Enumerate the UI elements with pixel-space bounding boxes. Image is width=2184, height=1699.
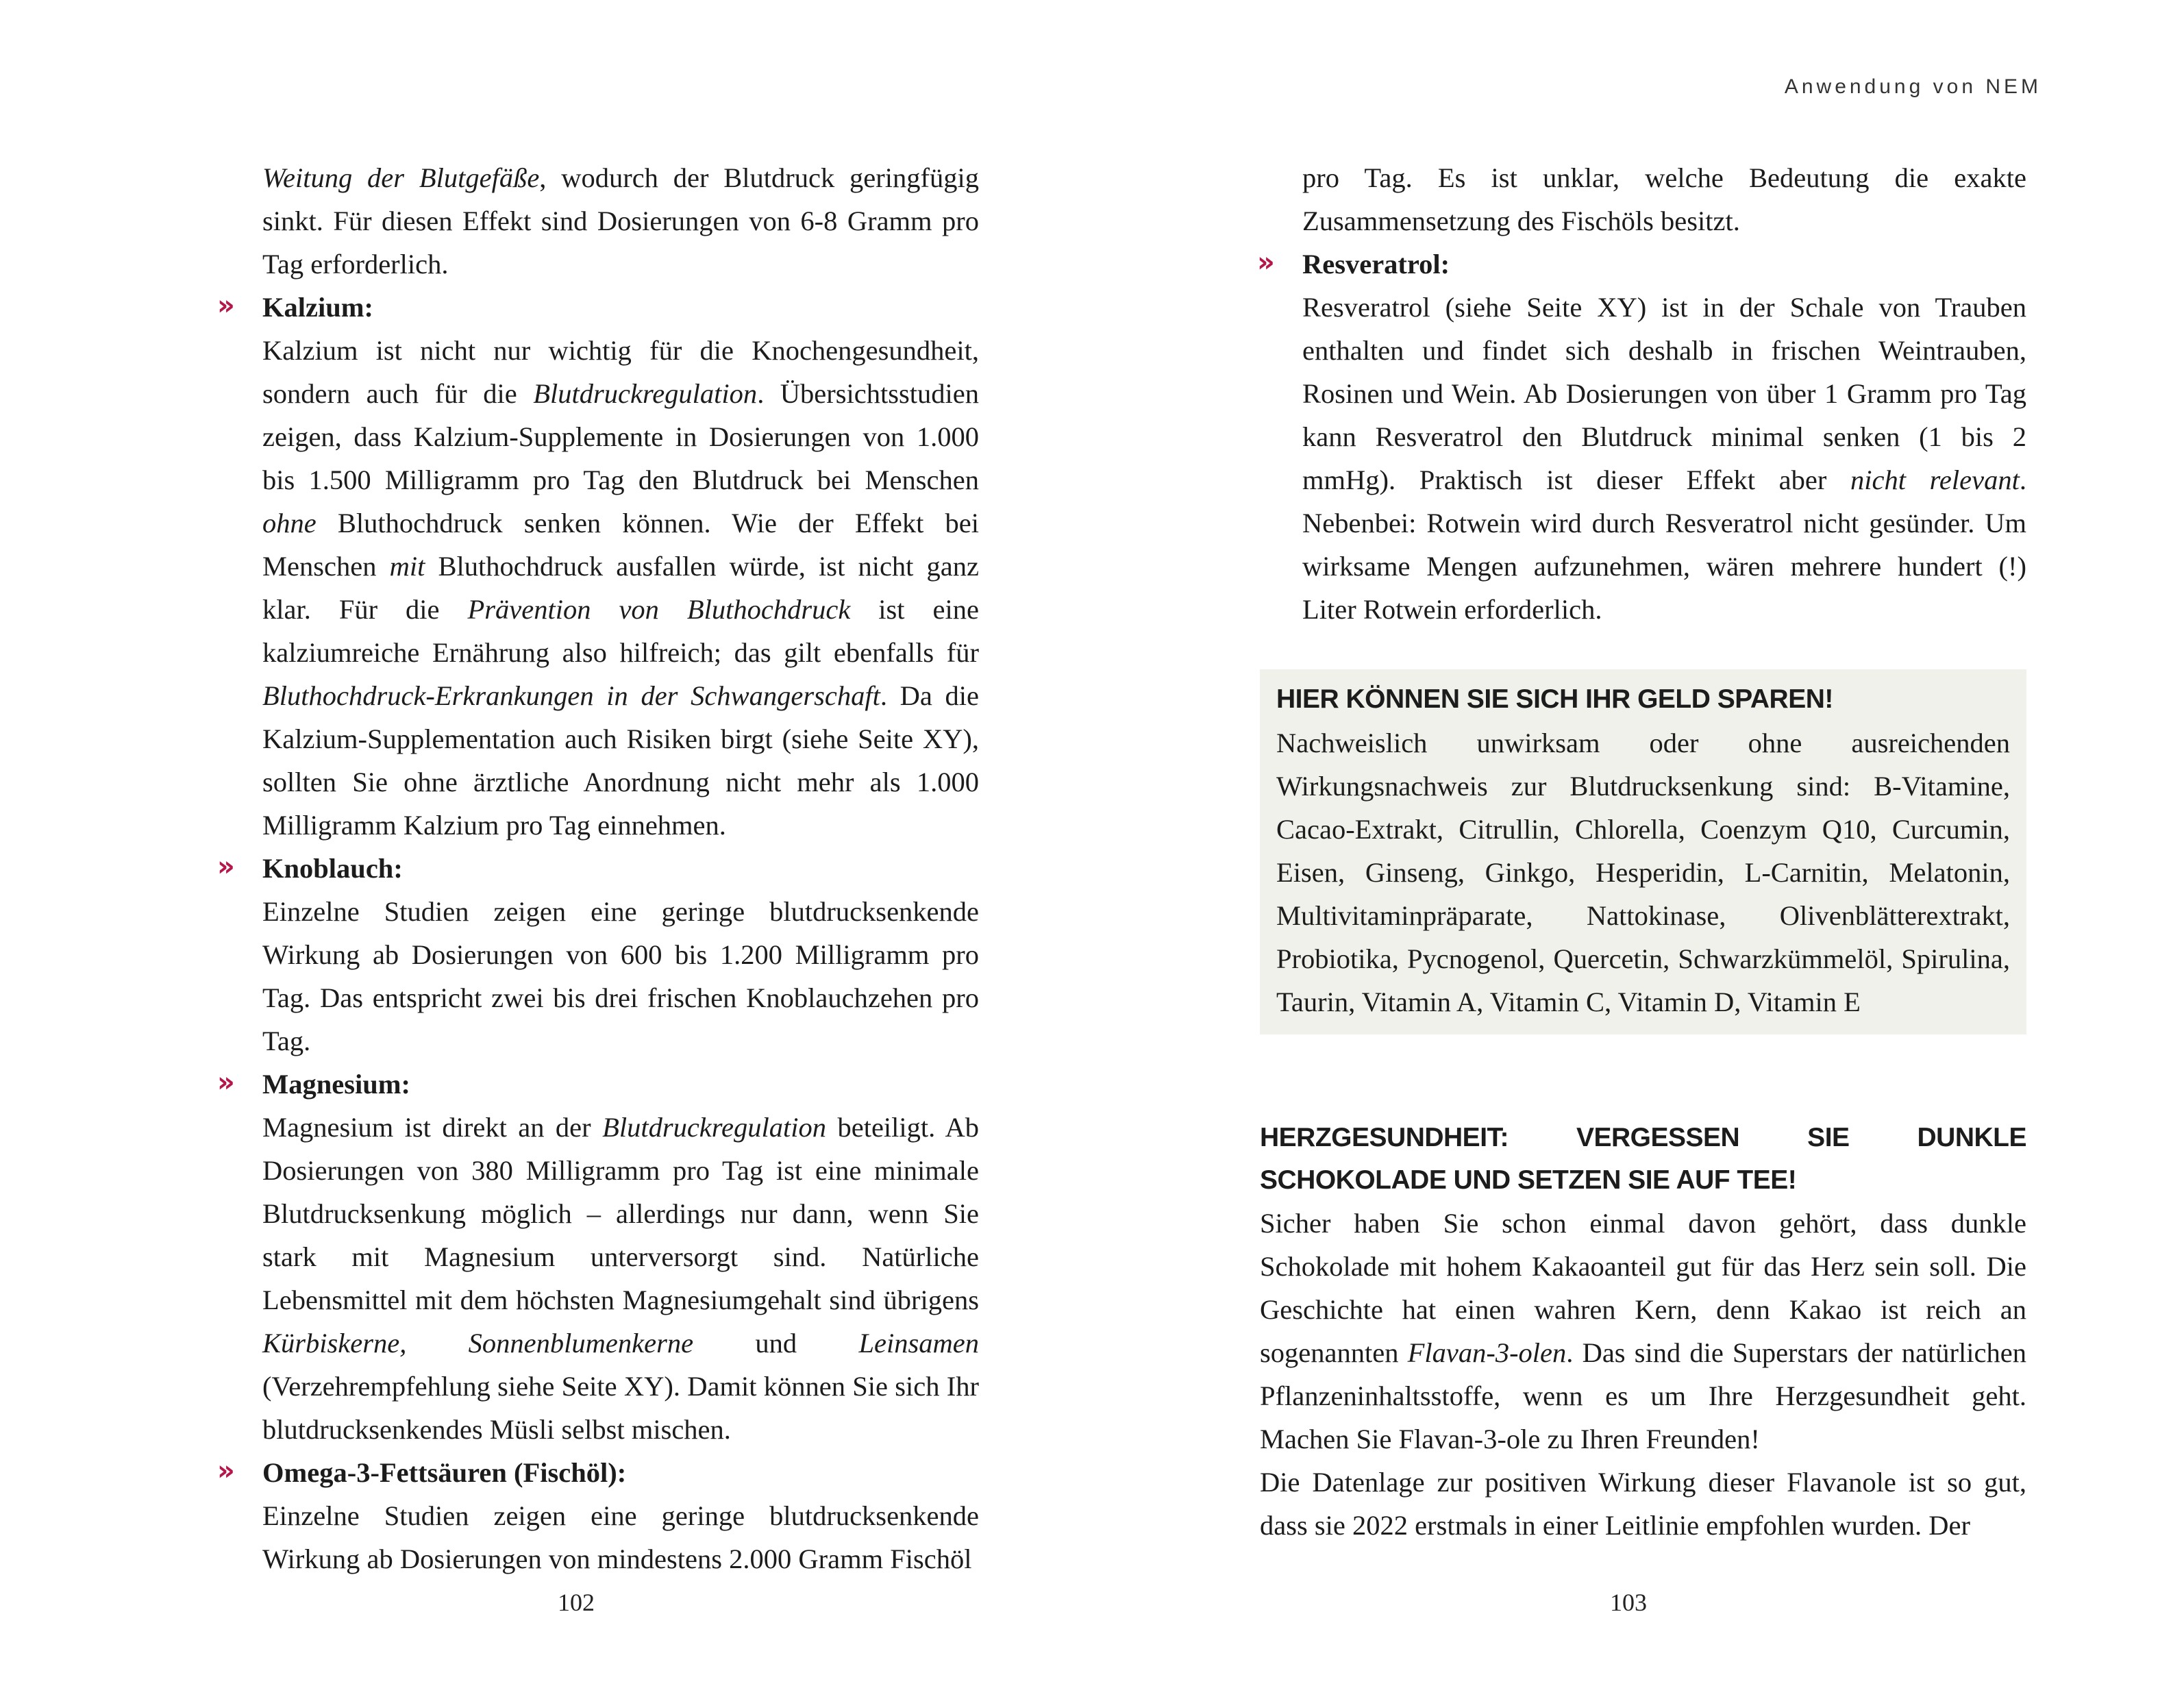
- left-text-column: [217, 156, 979, 1580]
- double-chevron-icon: »: [217, 1455, 235, 1487]
- item-heading: Omega-3-Fettsäuren (Fischöl):: [262, 1457, 627, 1488]
- page-number-left: 102: [558, 1589, 595, 1616]
- list-item-resveratrol: [1257, 243, 2026, 631]
- double-chevron-icon: »: [217, 851, 235, 882]
- info-box: [1260, 669, 2026, 1034]
- list-item-kalzium: [217, 286, 979, 847]
- running-head: Anwendung von NEM: [1784, 75, 2042, 98]
- double-chevron-icon: »: [1257, 247, 1275, 278]
- item-heading: Kalzium:: [262, 292, 373, 323]
- item-heading: Resveratrol:: [1302, 249, 1450, 280]
- info-box-text: Nachweislich unwirksam oder ohne ausreichenden Wirkungsnachweis zur Blutdrucksenkung sind: B-Vitamine, Cacao-Extrakt, Citrullin, Chlorella, Coenzym Q10, Curcumin, Eisen, Ginseng, Ginkgo, Hesperidin, L-Carnitin, Melatonin, Multivitaminpräparate, Nattokinase, Olivenblätterextrakt, Probiotika, Pycnogenol, Quercetin, Schwarzkümmelöl, Spirulina, Taurin, Vitamin A, Vitamin C, Vitamin D, Vitamin E: [1276, 728, 2010, 1017]
- double-chevron-icon: »: [217, 290, 235, 321]
- right-text-column: [1257, 156, 2026, 1547]
- item-body: Resveratrol (siehe Seite XY) ist in der Schale von Trauben enthalten und findet sich deshalb in frischen Weintrauben, Rosinen und Wein. Ab Dosierungen von über 1 Gramm pro Tag kann Resveratrol den Blutdruck minimal senken (1 bis 2 mmHg). Praktisch ist dieser Effekt aber nicht relevant. Nebenbei: Rotwein wird durch Resveratrol nicht gesünder. Um wirksame Mengen aufzunehmen, wären mehrere hundert (!) Liter Rotwein erforderlich.: [1302, 292, 2026, 625]
- item-heading: Magnesium:: [262, 1069, 410, 1100]
- list-item-omega-3: [217, 1451, 979, 1580]
- right-page: [1092, 0, 2184, 1699]
- item-body: Einzelne Studien zeigen eine geringe blutdrucksenkende Wirkung ab Dosierungen von mindestens 2.000 Gramm Fischöl: [262, 1500, 979, 1574]
- section-paragraph: Die Datenlage zur positiven Wirkung dieser Flavanole ist so gut, dass sie 2022 erstmals in einer Leitlinie empfohlen wurden. Der: [1260, 1467, 2026, 1541]
- list-item-magnesium: [217, 1063, 979, 1451]
- item-body: Kalzium ist nicht nur wichtig für die Knochengesundheit, sondern auch für die Blutdruckregulation. Übersichtsstudien zeigen, dass Kalzium-Supplemente in Dosierungen von 1.000 bis 1.500 Milligramm pro Tag den Blutdruck bei Menschen ohne Bluthochdruck senken können. Wie der Effekt bei Menschen mit Bluthochdruck ausfallen würde, ist nicht ganz klar. Für die Prävention von Bluthochdruck ist eine kalziumreiche Ernährung also hilfreich; das gilt ebenfalls für Bluthochdruck-Erkrankungen in der Schwangerschaft. Da die Kalzium-Supplementation auch Risiken birgt (siehe Seite XY), sollten Sie ohne ärztliche Anordnung nicht mehr als 1.000 Milligramm Kalzium pro Tag einnehmen.: [262, 335, 979, 841]
- page-number-right: 103: [1610, 1589, 1647, 1616]
- intro-paragraph: Weitung der Blutgefäße, wodurch der Blutdruck geringfügig sinkt. Für diesen Effekt sind Dosierungen von 6-8 Gramm pro Tag erforderlich.: [262, 162, 979, 280]
- section-heading: HERZGESUNDHEIT: VERGESSEN SIE DUNKLE SCHOKOLADE UND SETZEN SIE AUF TEE!: [1260, 1123, 2026, 1195]
- list-item-knoblauch: [217, 847, 979, 1063]
- item-body: Magnesium ist direkt an der Blutdruckregulation beteiligt. Ab Dosierungen von 380 Milligramm pro Tag ist eine minimale Blutdrucksenkung möglich – allerdings nur dann, wenn Sie stark mit Magnesium unterversorgt sind. Natürliche Lebensmittel mit dem höchsten Magnesiumgehalt sind übrigens Kürbiskerne, Sonnenblumenkerne und Leinsamen (Verzehrempfehlung siehe Seite XY). Damit können Sie sich Ihr blutdrucksenkendes Müsli selbst mischen.: [262, 1112, 979, 1445]
- item-body: Einzelne Studien zeigen eine geringe blutdrucksenkende Wirkung ab Dosierungen von 600 bis 1.200 Milligramm pro Tag. Das entspricht zwei bis drei frischen Knoblauchzehen pro Tag.: [262, 896, 979, 1056]
- item-heading: Knoblauch:: [262, 853, 403, 884]
- double-chevron-icon: »: [217, 1067, 235, 1098]
- info-box-title: HIER KÖNNEN SIE SICH IHR GELD SPAREN!: [1276, 684, 1833, 714]
- continuation-paragraph: pro Tag. Es ist unklar, welche Bedeutung die exakte Zusammensetzung des Fischöls besitzt.: [1302, 162, 2026, 236]
- section-paragraph: Sicher haben Sie schon einmal davon gehört, dass dunkle Schokolade mit hohem Kakaoanteil gut für das Herz sein soll. Die Geschichte hat einen wahren Kern, denn Kakao ist reich an sogenannten Flavan-3-olen. Das sind die Superstars der natürlichen Pflanzeninhaltsstoffe, wenn es um Ihre Herzgesundheit geht. Machen Sie Flavan-3-ole zu Ihren Freunden!: [1260, 1208, 2026, 1454]
